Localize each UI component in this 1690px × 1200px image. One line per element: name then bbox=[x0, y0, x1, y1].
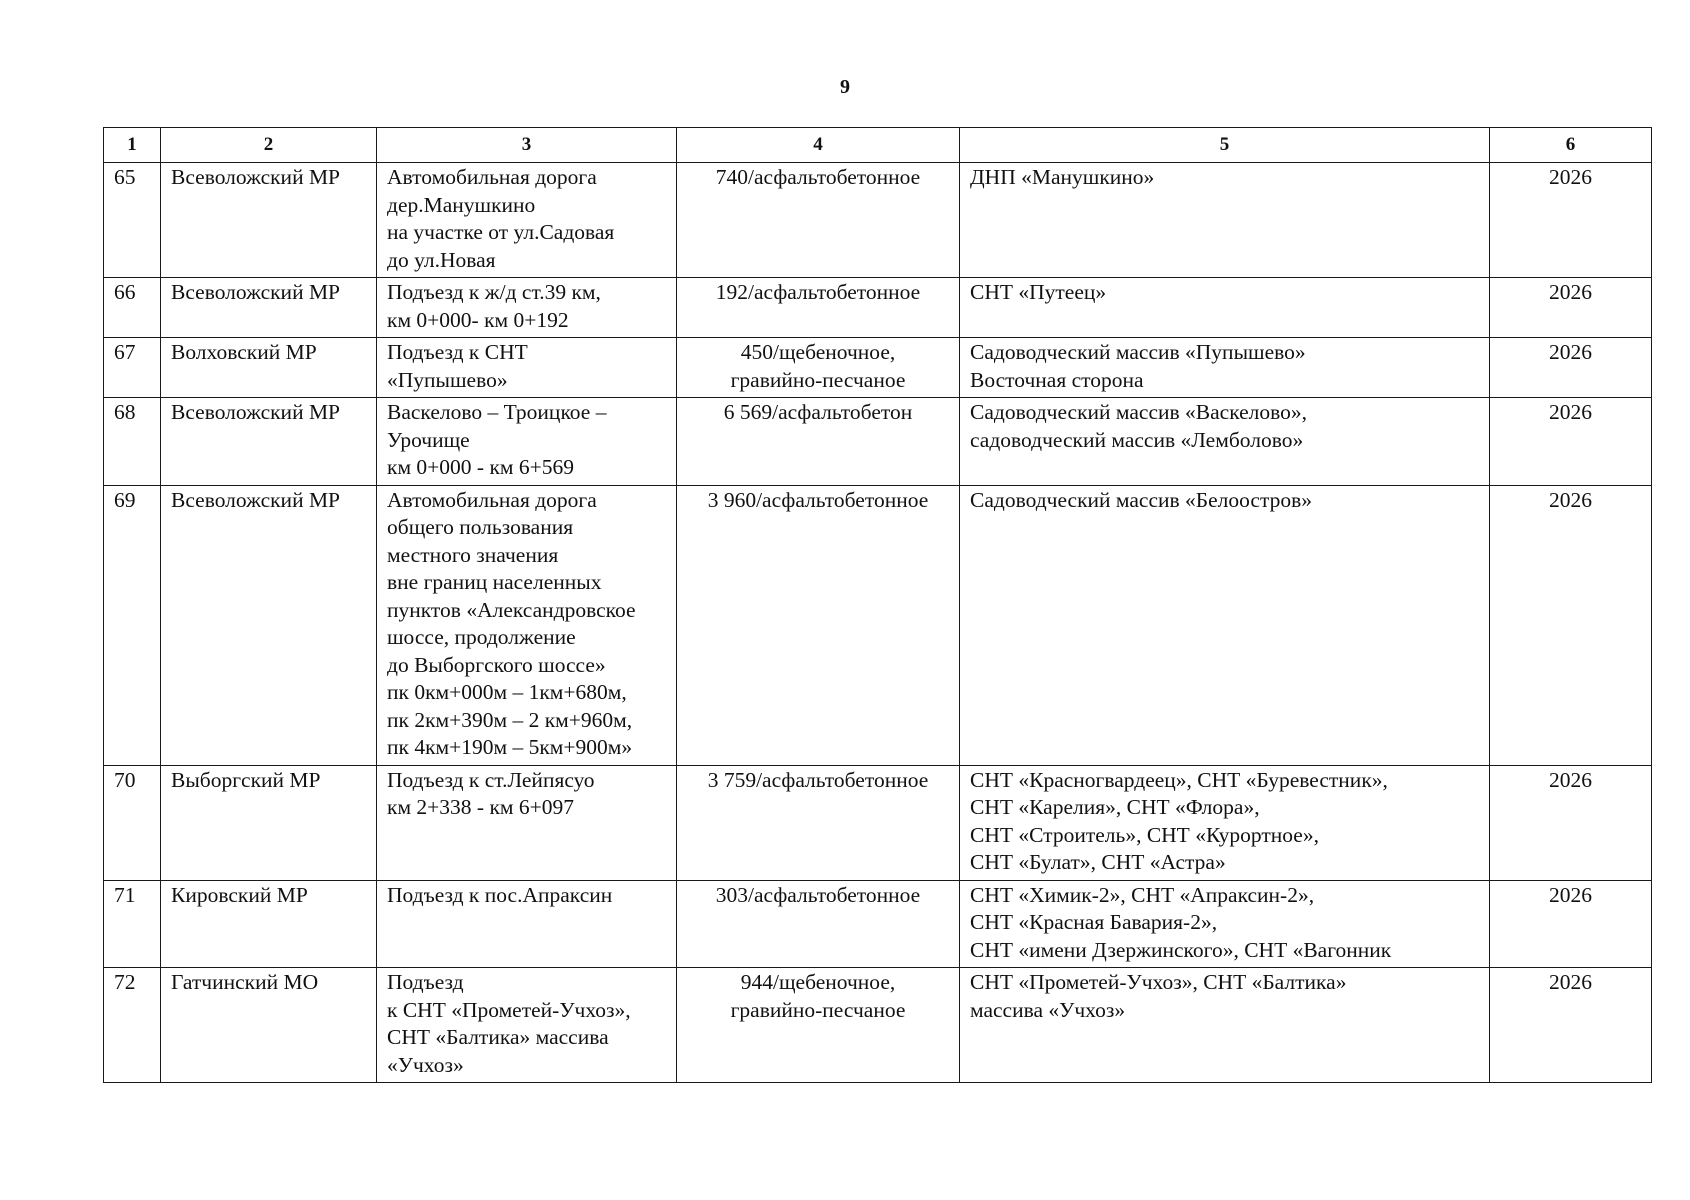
row-number: 72 bbox=[104, 968, 161, 1083]
district-cell: Кировский МР bbox=[161, 880, 377, 968]
table-row bbox=[104, 485, 1652, 765]
road-name-cell: Подъезд к СНТ «Пупышево» bbox=[377, 338, 677, 398]
served-objects-cell: Садоводческий массив «Белоостров» bbox=[960, 485, 1490, 765]
year-cell: 2026 bbox=[1490, 163, 1652, 278]
year-cell: 2026 bbox=[1490, 278, 1652, 338]
table-row bbox=[104, 398, 1652, 486]
row-number: 65 bbox=[104, 163, 161, 278]
year-cell: 2026 bbox=[1490, 880, 1652, 968]
length-surface-cell: 303/асфальтобетонное bbox=[677, 880, 960, 968]
length-surface-cell: 3 960/асфальтобетонное bbox=[677, 485, 960, 765]
column-header: 2 bbox=[161, 128, 377, 163]
table-row bbox=[104, 880, 1652, 968]
district-cell: Всеволожский МР bbox=[161, 398, 377, 486]
table-row bbox=[104, 338, 1652, 398]
road-name-cell: Подъезд к СНТ «Прометей-Учхоз», СНТ «Балтика» массива «Учхоз» bbox=[377, 968, 677, 1083]
road-name-cell: Подъезд к пос.Апраксин bbox=[377, 880, 677, 968]
road-name-cell: Автомобильная дорога общего пользования местного значения вне границ населенных пунктов «Александровское шоссе, продолжение до Выборгского шоссе» пк 0км+000м – 1км+680м, пк 2км+390м – 2 км+960м, пк 4км+190м – 5км+900м» bbox=[377, 485, 677, 765]
column-header: 6 bbox=[1490, 128, 1652, 163]
served-objects-cell: Садоводческий массив «Пупышево» Восточная сторона bbox=[960, 338, 1490, 398]
header-row bbox=[104, 128, 1652, 163]
table-row bbox=[104, 163, 1652, 278]
district-cell: Волховский МР bbox=[161, 338, 377, 398]
district-cell: Всеволожский МР bbox=[161, 485, 377, 765]
served-objects-cell: СНТ «Химик-2», СНТ «Апраксин-2», СНТ «Красная Бавария-2», СНТ «имени Дзержинского», СНТ «Вагонник bbox=[960, 880, 1490, 968]
served-objects-cell: ДНП «Манушкино» bbox=[960, 163, 1490, 278]
length-surface-cell: 3 759/асфальтобетонное bbox=[677, 765, 960, 880]
district-cell: Всеволожский МР bbox=[161, 163, 377, 278]
road-name-cell: Васкелово – Троицкое – Урочище км 0+000 - км 6+569 bbox=[377, 398, 677, 486]
year-cell: 2026 bbox=[1490, 398, 1652, 486]
length-surface-cell: 192/асфальтобетонное bbox=[677, 278, 960, 338]
row-number: 68 bbox=[104, 398, 161, 486]
column-header: 5 bbox=[960, 128, 1490, 163]
length-surface-cell: 944/щебеночное, гравийно-песчаное bbox=[677, 968, 960, 1083]
page-number: 9 bbox=[840, 76, 850, 98]
served-objects-cell: СНТ «Красногвардеец», СНТ «Буревестник», СНТ «Карелия», СНТ «Флора», СНТ «Строитель», СНТ «Курортное», СНТ «Булат», СНТ «Астра» bbox=[960, 765, 1490, 880]
road-registry-table bbox=[103, 127, 1652, 1083]
table-header bbox=[104, 128, 1652, 163]
road-name-cell: Подъезд к ж/д ст.39 км, км 0+000- км 0+192 bbox=[377, 278, 677, 338]
length-surface-cell: 740/асфальтобетонное bbox=[677, 163, 960, 278]
row-number: 69 bbox=[104, 485, 161, 765]
table-body bbox=[104, 163, 1652, 1083]
length-surface-cell: 6 569/асфальтобетон bbox=[677, 398, 960, 486]
column-header: 4 bbox=[677, 128, 960, 163]
length-surface-cell: 450/щебеночное, гравийно-песчаное bbox=[677, 338, 960, 398]
year-cell: 2026 bbox=[1490, 765, 1652, 880]
road-name-cell: Подъезд к ст.Лейпясуо км 2+338 - км 6+097 bbox=[377, 765, 677, 880]
district-cell: Всеволожский МР bbox=[161, 278, 377, 338]
row-number: 67 bbox=[104, 338, 161, 398]
column-header: 3 bbox=[377, 128, 677, 163]
road-name-cell: Автомобильная дорога дер.Манушкино на участке от ул.Садовая до ул.Новая bbox=[377, 163, 677, 278]
table-row bbox=[104, 278, 1652, 338]
row-number: 71 bbox=[104, 880, 161, 968]
year-cell: 2026 bbox=[1490, 338, 1652, 398]
row-number: 70 bbox=[104, 765, 161, 880]
year-cell: 2026 bbox=[1490, 968, 1652, 1083]
served-objects-cell: СНТ «Путеец» bbox=[960, 278, 1490, 338]
served-objects-cell: СНТ «Прометей-Учхоз», СНТ «Балтика» массива «Учхоз» bbox=[960, 968, 1490, 1083]
table-row bbox=[104, 765, 1652, 880]
column-header: 1 bbox=[104, 128, 161, 163]
row-number: 66 bbox=[104, 278, 161, 338]
table-row bbox=[104, 968, 1652, 1083]
district-cell: Гатчинский МО bbox=[161, 968, 377, 1083]
year-cell: 2026 bbox=[1490, 485, 1652, 765]
served-objects-cell: Садоводческий массив «Васкелово», садоводческий массив «Лемболово» bbox=[960, 398, 1490, 486]
district-cell: Выборгский МР bbox=[161, 765, 377, 880]
